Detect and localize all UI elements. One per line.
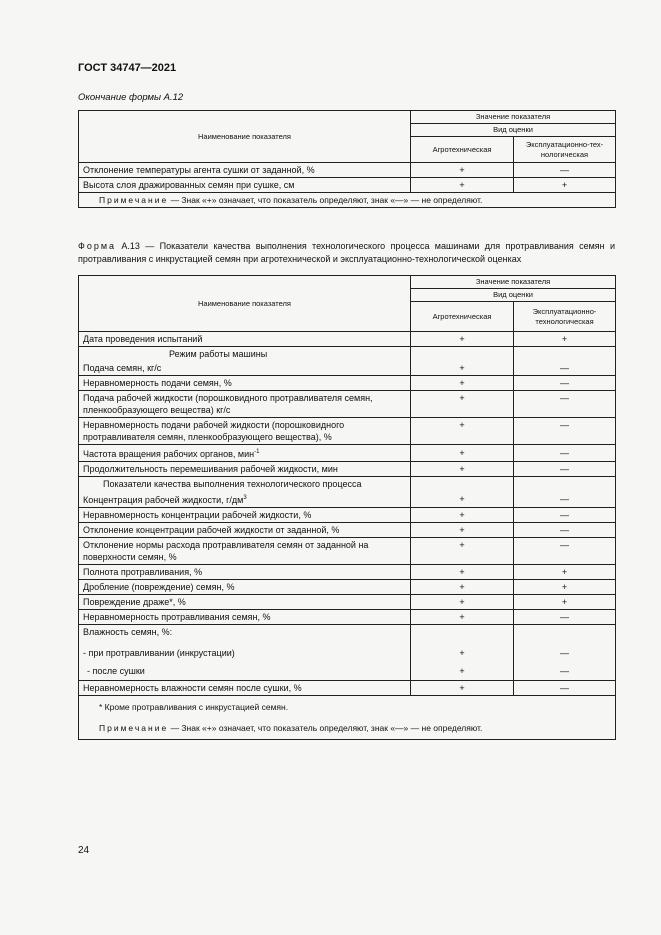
row-agro: +: [411, 178, 514, 193]
table-row: [79, 391, 616, 418]
form12-caption: Окончание формы А.12: [78, 92, 184, 103]
row-expl: —: [514, 508, 616, 523]
row-name: Неравномерность протравливания семян, %: [79, 610, 411, 625]
row-expl: —: [514, 163, 616, 178]
table-row: [79, 376, 616, 391]
note-label: Примечание: [99, 195, 169, 205]
table-row: [79, 332, 616, 347]
row-agro: +: [411, 662, 514, 681]
row-expl: —: [514, 523, 616, 538]
row-expl: —: [514, 462, 616, 477]
table-row: [79, 580, 616, 595]
table-row: [79, 462, 616, 477]
row-name: - при протравливании (инкрустации): [79, 644, 411, 662]
row-agro: +: [411, 508, 514, 523]
row-name: Отклонение концентрации рабочей жидкости от заданной, %: [79, 523, 411, 538]
row-name: Дата проведения испытаний: [79, 332, 411, 347]
row-name: Полнота протравливания, %: [79, 565, 411, 580]
row-name: Продолжительность перемешивания рабочей жидкости, мин: [79, 462, 411, 477]
row-agro: +: [411, 538, 514, 565]
row-name: Частота вращения рабочих органов, мин$^{-1}$: [79, 445, 411, 462]
table-row: [79, 508, 616, 523]
row-expl: +: [514, 565, 616, 580]
row-expl: +: [514, 580, 616, 595]
row-expl: —: [514, 491, 616, 508]
table-row: [79, 625, 616, 645]
row-agro: +: [411, 391, 514, 418]
table-row: [79, 644, 616, 662]
row-name: Дробление (повреждение) семян, %: [79, 580, 411, 595]
row-name: Влажность семян, %:: [79, 625, 411, 645]
row-name: Неравномерность влажности семян после сушки, %: [79, 681, 411, 696]
row-name: Повреждение драже*, %: [79, 595, 411, 610]
caption-text: А.13 — Показатели качества выполнения технологического процесса машинами для протравливания семян и протравливания с инкрустацией семян при агротехнической и эксплуатационно-технологической оценках: [78, 241, 615, 264]
table-row: [79, 163, 616, 178]
row-name: Отклонение нормы расхода протравливателя семян от заданной на поверхности семян, %: [79, 538, 411, 565]
row-agro: +: [411, 565, 514, 580]
row-agro: +: [411, 445, 514, 462]
table-row: [79, 361, 616, 376]
col-kind-header: Вид оценки: [411, 289, 616, 302]
table-row: [79, 418, 616, 445]
row-expl: —: [514, 662, 616, 681]
table-row: [79, 477, 616, 492]
row-expl: —: [514, 610, 616, 625]
row-agro: +: [411, 644, 514, 662]
table-row: [79, 662, 616, 681]
form13-caption: [78, 240, 615, 266]
row-expl: —: [514, 418, 616, 445]
row-agro: +: [411, 491, 514, 508]
row-name: - после сушки: [79, 662, 411, 681]
row-agro: +: [411, 376, 514, 391]
table-row: [79, 445, 616, 462]
col-value-header: Значение показателя: [411, 111, 616, 124]
row-name: Неравномерность подачи рабочей жидкости (порошковидного протравливателя семян, пленкообразующего вещества), %: [79, 418, 411, 445]
document-code: ГОСТ 34747—2021: [78, 62, 177, 74]
page-number: 24: [78, 845, 90, 856]
row-agro: +: [411, 610, 514, 625]
table-row: [79, 523, 616, 538]
row-expl: —: [514, 376, 616, 391]
row-agro: +: [411, 580, 514, 595]
row-agro: +: [411, 681, 514, 696]
row-agro: +: [411, 332, 514, 347]
table-row: [79, 347, 616, 362]
row-expl: —: [514, 391, 616, 418]
row-name: Подача рабочей жидкости (порошковидного протравливателя семян, пленкообразующего вещества) кг/с: [79, 391, 411, 418]
table-row: [79, 491, 616, 508]
row-name: Концентрация рабочей жидкости, $г/дм^3$: [79, 491, 411, 508]
form12-note: [79, 193, 616, 208]
table-row: [79, 681, 616, 696]
row-agro: +: [411, 418, 514, 445]
row-expl: [514, 347, 616, 362]
row-expl: +: [514, 178, 616, 193]
col-agro-header: Агротехническая: [411, 137, 514, 163]
col-agro-header: Агротехническая: [411, 302, 514, 332]
row-expl: +: [514, 595, 616, 610]
table-row: [79, 538, 616, 565]
col-expl-header: Эксплуатационно-тех-нологическая: [514, 137, 616, 163]
footnote: * Кроме протравливания с инкрустацией семян.: [79, 696, 616, 717]
row-agro: +: [411, 361, 514, 376]
form13-table: [78, 275, 616, 740]
row-expl: —: [514, 361, 616, 376]
col-name-header: Наименование показателя: [79, 111, 411, 163]
row-expl: +: [514, 332, 616, 347]
row-agro: [411, 347, 514, 362]
form13-note: [79, 716, 616, 740]
table-row: [79, 565, 616, 580]
note-label: Примечание: [99, 723, 169, 733]
row-name: Отклонение температуры агента сушки от заданной, %: [79, 163, 411, 178]
row-expl: —: [514, 644, 616, 662]
row-agro: +: [411, 595, 514, 610]
col-expl-header: Эксплуатационно-технологическая: [514, 302, 616, 332]
caption-label: Форма: [78, 241, 117, 251]
row-agro: [411, 625, 514, 645]
row-name: Неравномерность концентрации рабочей жидкости, %: [79, 508, 411, 523]
row-expl: [514, 477, 616, 492]
row-expl: —: [514, 538, 616, 565]
row-agro: +: [411, 462, 514, 477]
form12-table: [78, 110, 616, 208]
col-name-header: Наименование показателя: [79, 276, 411, 332]
note-text: — Знак «+» означает, что показатель определяют, знак «—» — не определяют.: [168, 723, 483, 733]
col-value-header: Значение показателя: [411, 276, 616, 289]
col-kind-header: Вид оценки: [411, 124, 616, 137]
row-name: Подача семян, кг/с: [79, 361, 411, 376]
row-agro: +: [411, 523, 514, 538]
row-agro: [411, 477, 514, 492]
table-row: [79, 178, 616, 193]
row-name: Высота слоя дражированных семян при сушке, см: [79, 178, 411, 193]
note-text: — Знак «+» означает, что показатель определяют, знак «—» — не определяют.: [168, 195, 483, 205]
table-row: [79, 595, 616, 610]
section-title: Режим работы машины: [79, 347, 411, 362]
row-expl: —: [514, 445, 616, 462]
row-name: Неравномерность подачи семян, %: [79, 376, 411, 391]
section-title: Показатели качества выполнения технологического процесса: [79, 477, 411, 492]
table-row: [79, 610, 616, 625]
row-expl: [514, 625, 616, 645]
row-expl: —: [514, 681, 616, 696]
row-agro: +: [411, 163, 514, 178]
